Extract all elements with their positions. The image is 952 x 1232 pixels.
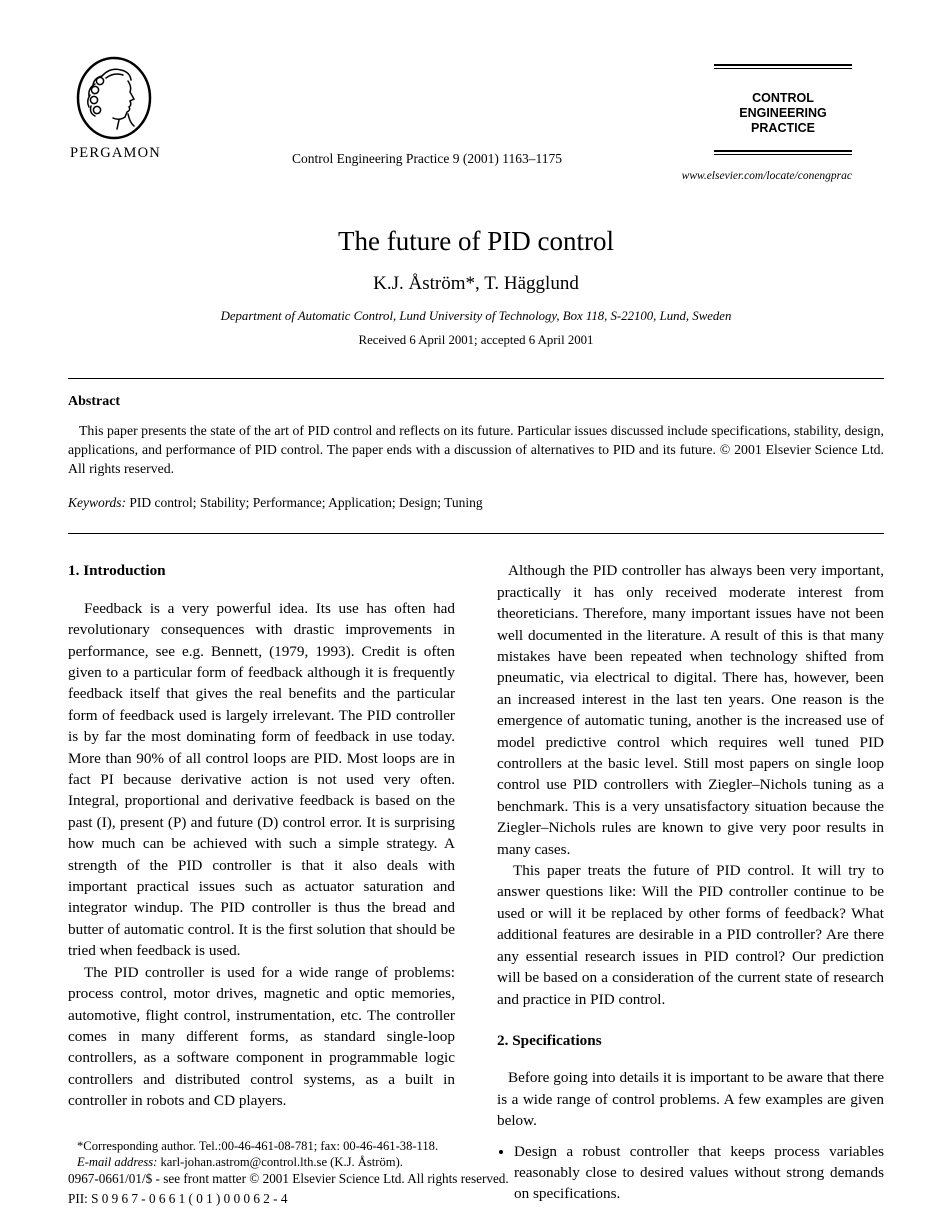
footnote-block [68,1138,455,1172]
body-paragraph-3: Although the PID controller has always been very important, practically it has only received moderate interest from theoreticians. Therefore, many important issues have not been well documented in the literature. A result of this is that many mistakes have been repeated when technology shifted from pneumatic, via electrical to digital. There has, however, been an increased interest in the last ten years. One reason is the emergence of automatic tuning, another is the increased use of model predictive control which requires well tuned PID controllers at the basic level. Still most papers on single loop control use PID controllers with Ziegler–Nichols tuning as a benchmark. This is a very unsatisfactory situation because the Ziegler–Nichols rules are known to give very poor results in many cases. [497,562,884,858]
keywords-label: Keywords: [68,495,126,511]
email-address: karl-johan.astrom@control.lth.se (K.J. Åström). [160,1155,403,1170]
journal-name-line1: CONTROL ENGINEERING [739,91,827,120]
body-columns [68,560,884,1204]
footer-issn-line: 0967-0661/01/$ - see front matter © 2001 Elsevier Science Ltd. All rights reserved. [68,1171,509,1186]
authors-line: K.J. Åström*, T. Hägglund [373,273,579,294]
abstract-text: This paper presents the state of the art of PID control and reflects on its future. Particular issues discussed include specifications, stability, design, applications, and performance of PID control. The paper ends with a discussion of alternatives to PID and its future. © 2001 Elsevier Science Ltd. All rights reserved. [68,423,884,476]
journal-masthead [714,64,852,155]
page-header [68,0,884,206]
section-heading-specifications: 2. Specifications [497,1031,602,1049]
page-footer [68,1169,884,1208]
journal-website-link: www.elsevier.com/locate/conengprac [681,170,852,182]
abstract-heading: Abstract [68,394,121,409]
journal-name [714,91,852,136]
masthead-rule-bottom [714,150,852,155]
received-dates: Received 6 April 2001; accepted 6 April 2001 [358,333,594,347]
email-label: E-mail address: [77,1155,158,1170]
masthead-rule-top [714,64,852,69]
spec-paragraph-1: Before going into details it is important to be aware that there is a wide range of control problems. A few examples are given below. [497,1069,884,1130]
journal-name-line2: PRACTICE [751,121,815,135]
publisher-name: PERGAMON [70,145,161,161]
separator-rule-top [68,378,884,379]
footnote-corresponding-author: *Corresponding author. Tel.:00-46-461-08-781; fax: 00-46-461-38-118. [77,1138,439,1153]
keywords-line [68,495,884,511]
title-block [68,226,884,348]
separator-rule-bottom [68,533,884,534]
section-heading-introduction: 1. Introduction [68,562,166,580]
affiliation-line: Department of Automatic Control, Lund University of Technology, Box 118, S-22100, Lund, Sweden [220,309,732,323]
list-item-robust-controller: • Design a robust controller that keeps process variables reasonably close to desired values without strong demands on specifications. [514,1141,884,1205]
left-column [68,560,455,1204]
footer-pii-line: PII: S 0 9 6 7 - 0 6 6 1 ( 0 1 ) 0 0 0 6 2 - 4 [68,1190,288,1206]
right-column [497,560,884,1204]
abstract-section [68,394,884,511]
intro-paragraph-2: The PID controller is used for a wide range of problems: process control, motor drives, magnetic and optic memories, automotive, flight control, instrumentation, etc. The controller comes in many different forms, as standard single-loop controllers, as a software component in programmable logic controllers and distributed control systems, as a built in controller in robots and CD players. [68,963,455,1110]
publisher-logo-block [70,56,161,162]
pergamon-logo-icon [75,56,153,140]
keywords-text: PID control; Stability; Performance; Application; Design; Tuning [129,495,483,511]
journal-citation: Control Engineering Practice 9 (2001) 1163–1175 [291,151,563,166]
intro-paragraph-1: Feedback is a very powerful idea. Its use has often had revolutionary consequences with drastic improvements in performance, see e.g. Bennett, (1979, 1993). Credit is often given to a particular form of feedback although it is frequently feedback itself that gives the real benefits and the particular form of feedback used is largely irrelevant. The PID controller is by far the most dominating form of feedback in use today. More than 90% of all control loops are PID. Most loops are in fact PI because derivative action is not used very often. Integral, proportional and derivative feedback is based on the past (I), present (P) and future (D) control error. It is surprising how much can be achieved with such a simple strategy. A strength of the PID controller is that it also deals with important practical issues such as actuator saturation and integrator windup. The PID controller is thus the bread and butter of automatic control. It is the first solution that should be tried when feedback is used. [68,599,455,960]
body-paragraph-4: This paper treats the future of PID control. It will try to answer questions like: Will the PID controller continue to be used or will it be replaced by other forms of feedback? What additional features are desirable in a PID controller? Are there any essential research issues in PID control? Our prediction will be based on a consideration of the current state of research and practice in PID control. [497,862,884,1008]
article-title: The future of PID control [338,226,614,256]
